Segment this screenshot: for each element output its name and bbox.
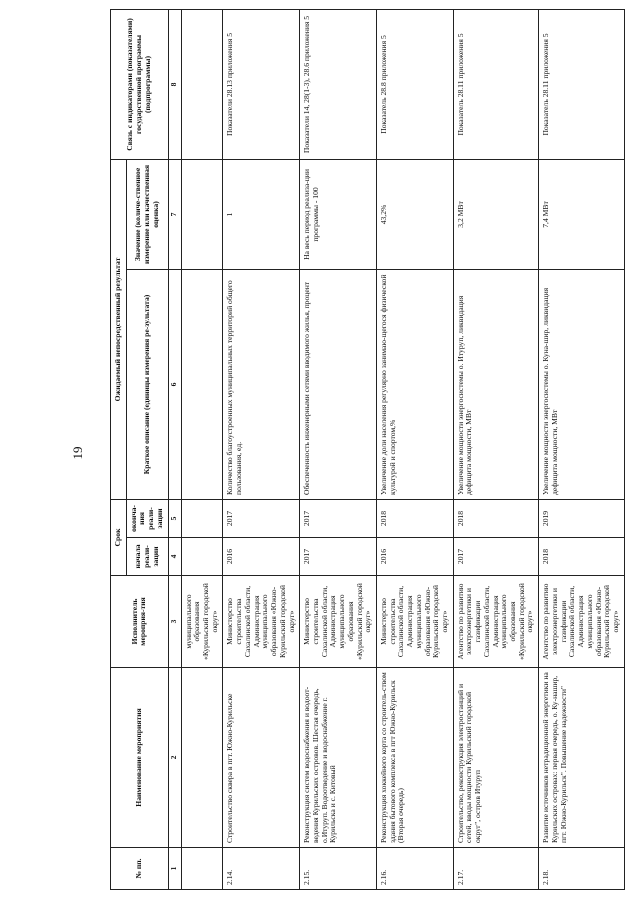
col-number: 5 bbox=[168, 499, 181, 537]
cell-executor: Агентство по развитию электроэнергетики и газификации Сахалинской области, Администрация муниципального образования «Южно-Курильский городской округ» bbox=[539, 576, 624, 668]
cell-link: Показатели 28.13 приложения 5 bbox=[223, 9, 300, 159]
col-number: 8 bbox=[168, 9, 181, 159]
table-row bbox=[300, 9, 377, 889]
cell-num: 2.15. bbox=[300, 848, 377, 890]
header-term: Срок bbox=[111, 499, 127, 575]
cell-value: 3,2 МВт bbox=[453, 159, 538, 269]
cell-executor: Министерство строительства Сахалинской области, Администрация муниципального образования «Курильский городской округ» bbox=[300, 576, 377, 668]
table-row bbox=[453, 9, 538, 889]
cell-start: 2017 bbox=[300, 538, 377, 576]
table-row bbox=[223, 9, 300, 889]
cell-start: 2018 bbox=[539, 538, 624, 576]
cell-start: 2016 bbox=[223, 538, 300, 576]
col-number: 6 bbox=[168, 269, 181, 499]
cell-value: 1 bbox=[223, 159, 300, 269]
header-num: № пп. bbox=[111, 848, 169, 890]
header-link: Связь с индикаторами (показателями) государственной программы (подпрограммы) bbox=[111, 9, 169, 159]
header-name: Наименование мероприятия bbox=[111, 668, 169, 848]
cell-num: 2.18. bbox=[539, 848, 624, 890]
cell-value: На весь период реализа-ции программы - 100 bbox=[300, 159, 377, 269]
cell-start: 2016 bbox=[376, 538, 453, 576]
cell-end: 2018 bbox=[376, 499, 453, 537]
cell-name: Строительство сквера в пгт. Южно-Курильске bbox=[223, 668, 300, 848]
header-start: начала реали-зации bbox=[126, 538, 168, 576]
col-number: 3 bbox=[168, 576, 181, 668]
cell-name: Реконструкция хоккейного корта со строитель-ством здания бытового комплекса в пгт Южно-Курильск (Вторая очередь) bbox=[376, 668, 453, 848]
cell-desc: Количество благоустроенных муниципальных территорий общего пользования, ед. bbox=[223, 269, 300, 499]
header-end: оконча-ния реали-зации bbox=[126, 499, 168, 537]
cell-name: Строительство, реконструкция электростанций и сетей, вводы мощности Курильский городской округ", остров Итуруп bbox=[453, 668, 538, 848]
cell-link: Показатели 14, 28(1-3), 28.6 приложения 5 bbox=[300, 9, 377, 159]
cell-executor: муниципального образования «Курильский городской округ» bbox=[181, 576, 223, 668]
cell-end: 2017 bbox=[300, 499, 377, 537]
rotated-table-wrapper bbox=[110, 10, 620, 890]
cell-link: Показатель 28.8 приложения 5 bbox=[376, 9, 453, 159]
cell-num: 2.17. bbox=[453, 848, 538, 890]
cell-executor: Министерство строительства Сахалинской области, Администрация муниципального образования «Южно-Курильский городской округ» bbox=[223, 576, 300, 668]
cell-start bbox=[181, 538, 223, 576]
header-desc: Краткое описание (единицы измерения ре-зультата) bbox=[126, 269, 168, 499]
cell-desc: Обеспеченность инженерными сетями вводимого жилья, процент bbox=[300, 269, 377, 499]
table-row bbox=[539, 9, 624, 889]
header-executor: Исполнитель мероприя-тия bbox=[111, 576, 169, 668]
header-value: Значение (количе-ственное измерение или качественная оценка) bbox=[126, 159, 168, 269]
cell-desc: Увеличение мощности энергосистемы о. Куна-шир, ликвидация дефицита мощности, МВт bbox=[539, 269, 624, 499]
cell-name bbox=[181, 668, 223, 848]
cell-desc bbox=[181, 269, 223, 499]
cell-name: Развитие источников нетрадиционной энергетики на Курильских островах: первая очередь, о. Ку-нашир, пгт. Южно-Курильск". Повышение надежности" bbox=[539, 668, 624, 848]
cell-num: 2.14. bbox=[223, 848, 300, 890]
cell-name: Реконструкция систем водоснабжения и водоот-ведения Курильских островов. Шестая очередь, о.Итуруп. Водоотведение и водоснабжение г. Курильска и с. Китовый bbox=[300, 668, 377, 848]
page-number: 19 bbox=[70, 446, 85, 460]
cell-end: 2018 bbox=[453, 499, 538, 537]
cell-start: 2017 bbox=[453, 538, 538, 576]
cell-value bbox=[181, 159, 223, 269]
cell-link: Показатель 28.11 приложения 5 bbox=[453, 9, 538, 159]
col-number: 4 bbox=[168, 538, 181, 576]
col-number: 1 bbox=[168, 848, 181, 890]
cell-num: 2.16. bbox=[376, 848, 453, 890]
cell-desc: Увеличение доли населения регулярно занимаю-щегося физической культурой и спортом,% bbox=[376, 269, 453, 499]
cell-executor: Агентство по развитию электроэнергетики и газификации Сахалинской области, Администрация муниципального образования «Курильский городской округ» bbox=[453, 576, 538, 668]
cell-executor: Министерство строительства Сахалинской области, Администрация муниципального образования «Южно-Курильский городской округ» bbox=[376, 576, 453, 668]
cell-end: 2017 bbox=[223, 499, 300, 537]
column-number-row bbox=[168, 9, 181, 889]
cell-link bbox=[181, 9, 223, 159]
header-expected: Ожидаемый непосредственный результат bbox=[111, 159, 127, 499]
col-number: 7 bbox=[168, 159, 181, 269]
activities-table bbox=[110, 9, 625, 890]
table-row bbox=[376, 9, 453, 889]
col-number: 2 bbox=[168, 668, 181, 848]
cell-end: 2019 bbox=[539, 499, 624, 537]
cell-desc: Увеличение мощности энергосистемы о. Итуруп, ликвидация дефицита мощности, МВт bbox=[453, 269, 538, 499]
table-row bbox=[181, 9, 223, 889]
cell-end bbox=[181, 499, 223, 537]
cell-link: Показатель 28.11 приложения 5 bbox=[539, 9, 624, 159]
cell-value: 7,4 МВт bbox=[539, 159, 624, 269]
cell-value: 43,2% bbox=[376, 159, 453, 269]
cell-num bbox=[181, 848, 223, 890]
